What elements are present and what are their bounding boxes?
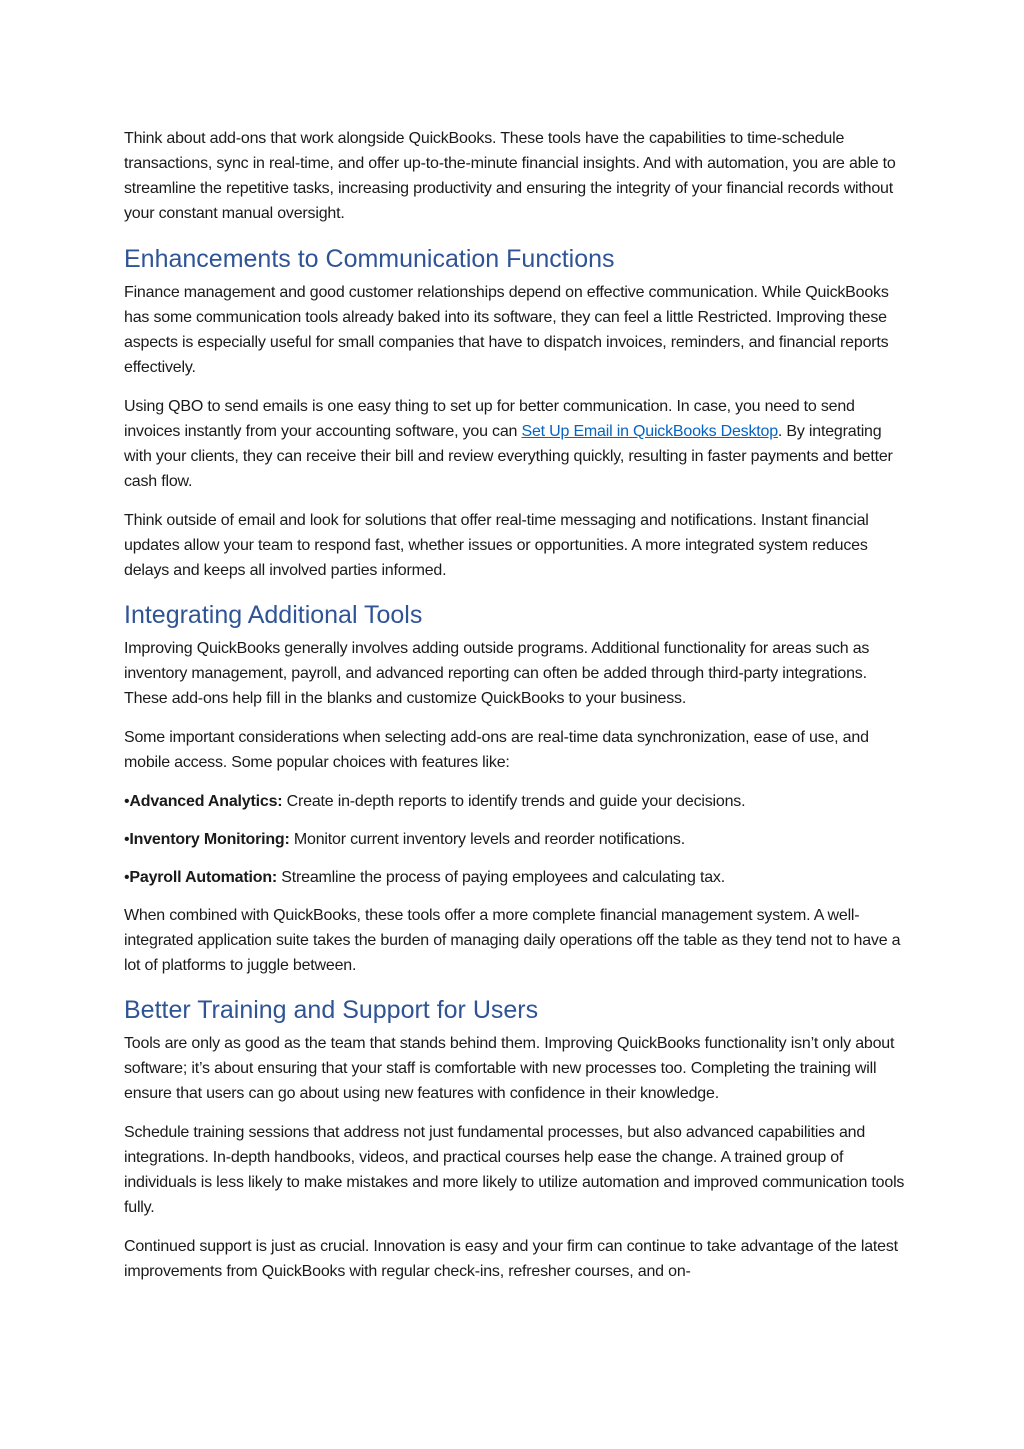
setup-email-link[interactable]: Set Up Email in QuickBooks Desktop [521,423,778,440]
training-paragraph-3: Continued support is just as crucial. Innovation is easy and your firm can continue to take advantage of the latest improvements from QuickBooks with regular check-ins, refresher courses, and on- [124,1238,898,1280]
bullet-text: Streamline the process of paying employees and calculating tax. [277,869,725,886]
bullet-text: Create in-depth reports to identify trends and guide your decisions. [282,793,746,810]
integrating-paragraph-1: Improving QuickBooks generally involves adding outside programs. Additional functionality for areas such as inventory management, payroll, and advanced reporting can often be added through third-party integrations. These add-ons help fill in the blanks and customize QuickBooks to your business. [124,640,870,707]
bullet-text: Monitor current inventory levels and reorder notifications. [289,831,685,848]
training-paragraph-2: Schedule training sessions that address not just fundamental processes, but also advanced capabilities and integrations. In-depth handbooks, videos, and practical courses help ease the change. A trained group of individuals is less likely to make mistakes and more likely to utilize automation and improved communication tools fully. [124,1124,905,1216]
communication-paragraph-2-start: Using QBO to send emails is one easy thing to set up for better communication. In case, you need to send invoices instantly from your accounting software, you can [124,398,855,440]
heading-training-support: Better Training and Support for Users [124,996,539,1024]
communication-paragraph-1: Finance management and good customer relationships depend on effective communication. While QuickBooks has some communication tools already baked into its software, they can feel a little Restricted. Improving these aspects is especially useful for small companies that have to dispatch invoices, reminders, and financial reports effectively. [124,284,889,376]
bullet-advanced-analytics [124,789,906,814]
bullet-inventory-monitoring [124,827,906,852]
bullet-marker: • [124,869,130,886]
bullet-title: Payroll Automation: [129,869,278,886]
training-paragraph-1: Tools are only as good as the team that stands behind them. Improving QuickBooks functionality isn’t only about software; it’s about ensuring that your staff is comfortable with new processes too. Completing the training will ensure that users can go about using new features with confidence in their knowledge. [124,1035,895,1102]
bullet-title: Advanced Analytics: [129,793,283,810]
document-page [124,126,906,1298]
intro-paragraph: Think about add-ons that work alongside QuickBooks. These tools have the capabilities to time-schedule transactions, sync in real-time, and offer up-to-the-minute financial insights. And with automation, you are able to streamline the repetitive tasks, increasing productivity and ensuring the integrity of your financial records without your constant manual oversight. [124,130,896,222]
heading-integrating-tools: Integrating Additional Tools [124,601,423,629]
communication-paragraph-2-end: . By integrating with your clients, they can receive their bill and review everything quickly, resulting in faster payments and better cash flow. [124,423,893,490]
integrating-paragraph-3: When combined with QuickBooks, these tools offer a more complete financial management system. A well-integrated application suite takes the burden of managing daily operations off the table as they tend not to have a lot of platforms to juggle between. [124,907,901,974]
communication-paragraph-3: Think outside of email and look for solutions that offer real-time messaging and notifications. Instant financial updates allow your team to respond fast, whether issues or opportunities. A more integrated system reduces delays and keeps all involved parties informed. [124,512,869,579]
heading-communication: Enhancements to Communication Functions [124,245,615,273]
communication-paragraph-2 [124,394,906,494]
integrating-paragraph-2: Some important considerations when selecting add-ons are real-time data synchronization, ease of use, and mobile access. Some popular choices with features like: [124,729,869,771]
bullet-title: Inventory Monitoring: [129,831,290,848]
bullet-marker: • [124,793,130,810]
bullet-payroll-automation [124,865,906,890]
bullet-marker: • [124,831,130,848]
